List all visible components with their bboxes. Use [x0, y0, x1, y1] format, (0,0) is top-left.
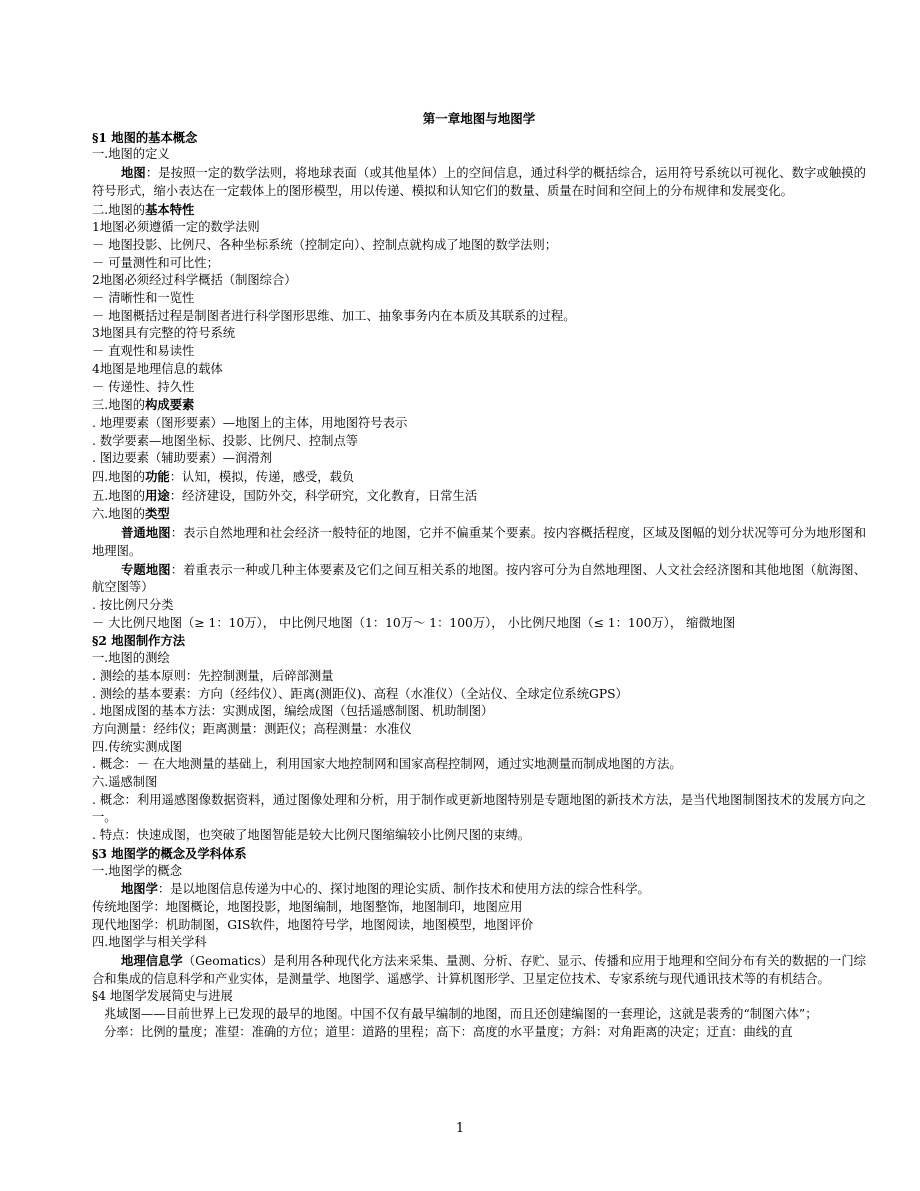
list-item: . 概念：－ 在大地测量的基础上，利用国家大地控制网和国家高程控制网，通过实地测量而制成地图的方法。 [92, 757, 682, 772]
subheading-types [92, 505, 866, 524]
thematic-map-paragraph [92, 561, 866, 597]
list-item: . 地图成图的基本方法：实测成图，编绘成图（包括遥感制图、机助制图） [92, 704, 494, 719]
subheading-text: ：认知，模拟，传递，感受，载负 [169, 470, 355, 485]
subheading-bold: 用途 [145, 487, 170, 503]
subheading-components [92, 396, 866, 415]
subheading-prefix: 三.地图的 [92, 398, 146, 413]
list-item: . 图边要素（辅助要素）—润滑剂 [92, 451, 272, 466]
section-3-heading: §3 地图学的概念及学科体系 [92, 845, 247, 861]
list-item: － 传递性、持久性 [92, 379, 195, 394]
chapter-title: 第一章地图与地图学 [422, 111, 536, 126]
list-item: 方向测量：经纬仪；距离测量：测距仪；高程测量：水准仪 [92, 721, 412, 736]
list-item: . 概念：利用遥感图像数据资料，通过图像处理和分析，用于制作或更新地图特别是专题地图的新技术方法，是当代地图制图技术的发展方向之一。 [92, 792, 866, 825]
subheading-bold: 类型 [145, 506, 170, 522]
characteristic-2: 2地图必须经过科学概括（制图综合） [92, 273, 297, 288]
list-item: . 特点：快速成图，也突破了地图智能是较大比例尺图缩编较小比例尺图的束缚。 [92, 828, 531, 843]
list-item: － 可量测性和可比性； [92, 255, 219, 270]
list-item: . 测绘的基本原则：先控制测量，后碎部测量 [92, 668, 334, 683]
cartography-text: ：是以地图信息传递为中心的、探讨地图的理论实质、制作技术和使用方法的综合性科学。 [157, 882, 650, 897]
document-page [92, 110, 866, 1042]
subheading-prefix: 二.地图的 [92, 202, 146, 217]
list-item: － 大比例尺地图（≥ 1：10万）， 中比例尺地图（1：10万～ 1：100万）， 小比例尺地图（≤ 1：100万）， 缩微地图 [92, 615, 736, 630]
characteristic-1: 1地图必须遵循一定的数学法则 [92, 220, 260, 235]
list-item: . 按比例尺分类 [92, 597, 174, 612]
geomatics-paragraph [92, 952, 866, 988]
subheading-bold: 构成要素 [145, 397, 195, 413]
subheading-remote-sensing: 六.遥感制图 [92, 775, 158, 790]
subheading-characteristics [92, 201, 866, 220]
history-paragraph-1: 兆域图——目前世界上已发现的最早的地图。中国不仅有最早编制的地图，而且还创建编图的一套理论，这就是裴秀的“制图六体”； [104, 1007, 818, 1022]
subheading-prefix: 五.地图的 [92, 488, 146, 503]
list-item: － 清晰性和一览性 [92, 291, 195, 306]
history-paragraph-2: 分率：比例的量度；准望：准确的方位；道里：道路的里程；高下：高度的水平量度；方斜：对角距离的决定；迂直：曲线的直 [104, 1024, 793, 1039]
subheading-related: 四.地图学与相关学科 [92, 935, 207, 950]
geomatics-text: （Geomatics）是利用各种现代化方法来采集、量测、分析、存贮、显示、传播和应用于地理和空间分布有关的数据的一门综合和集成的信息科学和产业实体，是测量学、地图学、遥感学、计算机图形学、卫星定位技术、专家系统与现代通讯技术等的有机结合。 [92, 954, 866, 986]
subheading-prefix: 四.地图的 [92, 470, 146, 485]
subheading-uses [92, 487, 866, 506]
term-geomatics: 地理信息学 [121, 953, 183, 969]
definition-text: ：是按照一定的数学法则，将地球表面（或其他星体）上的空间信息，通过科学的概括综合，运用符号系统以可视化、数字或触摸的符号形式，缩小表达在一定载体上的图形模型，用以传递、模拟和认知它们的数量、质量在时间和空间上的分布规律和发展变化。 [92, 166, 866, 198]
list-item: 传统地图学：地图概论，地图投影，地图编制，地图整饰，地图制印，地图应用 [92, 899, 523, 914]
definition-paragraph [92, 164, 866, 200]
general-map-text: ：表示自然地理和社会经济一般特征的地图，它并不偏重某个要素。按内容概括程度，区域及图幅的划分状况等可分为地形图和地理图。 [92, 526, 866, 558]
subheading-definition: 一.地图的定义 [92, 147, 170, 162]
general-map-paragraph [92, 524, 866, 560]
characteristic-4: 4地图是地理信息的载体 [92, 361, 223, 376]
subheading-bold: 基本特性 [145, 201, 195, 217]
list-item: 现代地图学：机助制图，GIS软件，地图符号学，地图阅读，地图模型，地图评价 [92, 917, 534, 932]
characteristic-3: 3地图具有完整的符号系统 [92, 326, 236, 341]
list-item: － 地图投影、比例尺、各种坐标系统（控制定向）、控制点就构成了地图的数学法则； [92, 237, 558, 252]
subheading-concept: 一.地图学的概念 [92, 863, 182, 878]
list-item: － 直观性和易读性 [92, 344, 195, 359]
subheading-functions [92, 468, 866, 487]
subheading-prefix: 六.地图的 [92, 507, 146, 522]
subheading-surveying: 一.地图的测绘 [92, 651, 170, 666]
term-map: 地图 [121, 165, 146, 181]
list-item: . 数学要素—地图坐标、投影、比例尺、控制点等 [92, 433, 359, 448]
subheading-traditional: 四.传统实测成图 [92, 739, 182, 754]
page-number: 1 [455, 1121, 465, 1136]
term-cartography: 地图学 [121, 881, 158, 897]
cartography-paragraph [92, 880, 866, 899]
list-item: . 地理要素（图形要素）—地图上的主体，用地图符号表示 [92, 415, 408, 430]
subheading-bold: 功能 [145, 469, 170, 485]
list-item: . 测绘的基本要素：方向（经纬仪）、距离(测距仪)、高程（水准仪）（全站仪、全球定位系统GPS） [92, 686, 628, 701]
section-2-heading: §2 地图制作方法 [92, 633, 186, 649]
subheading-text: ：经济建设，国防外交，科学研究，文化教育，日常生活 [169, 488, 478, 503]
term-general-map: 普通地图 [121, 525, 171, 541]
term-thematic-map: 专题地图 [121, 561, 171, 577]
section-1-heading: §1 地图的基本概念 [92, 129, 198, 145]
section-4-heading: §4 地图学发展简史与进展 [92, 989, 233, 1004]
list-item: － 地图概括过程是制图者进行科学图形思维、加工、抽象事务内在本质及其联系的过程。 [92, 308, 576, 323]
thematic-map-text: ：着重表示一种或几种主体要素及它们之间互相关系的地图。按内容可分为自然地理图、人文社会经济图和其他地图（航海图、航空图等） [92, 562, 866, 595]
